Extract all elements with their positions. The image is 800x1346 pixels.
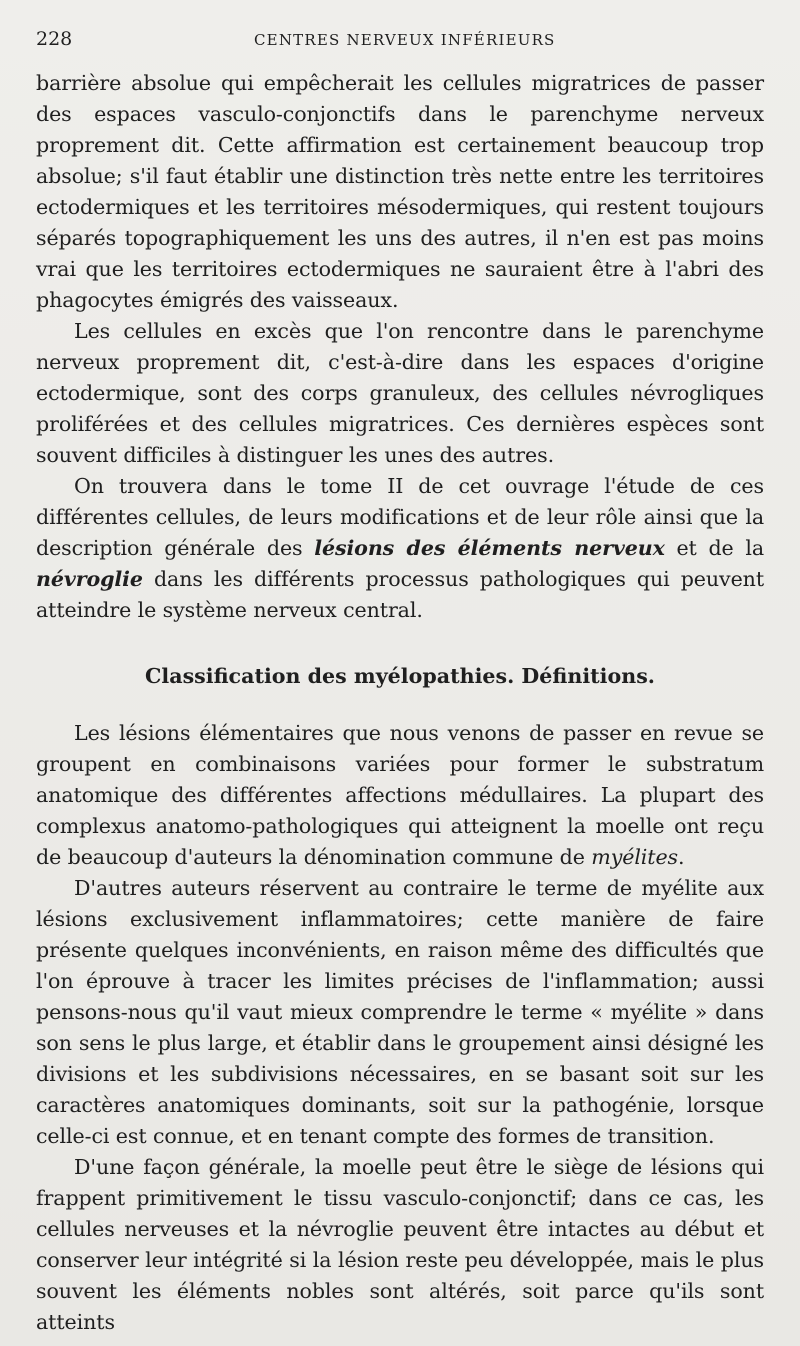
text: Les lésions élémentaires que nous venons de passer en revue se groupent en combinaisons variées pour former le substratum anatomique des différentes affections médullaires. La plupart des complexus anatomo-pathologiques qui atteignent la moelle ont reçu de beaucoup d'auteurs la dénomination commune de [36, 721, 764, 869]
emphasis-lesions: lésions des éléments nerveux [314, 536, 665, 560]
paragraph-cellules: Les cellules en excès que l'on rencontre dans le parenchyme nerveux proprement dit, c'est-à-dire dans les espaces d'origine ectodermique, sont des corps granuleux, des cellules névrogliques proliférées et des cellules migratrices. Ces dernières espèces sont souvent difficiles à distinguer les unes des autres. [36, 319, 764, 467]
running-head: CENTRES NERVEUX INFÉRIEURS [254, 31, 556, 49]
text: On trouvera dans le tome II de cet ouvrage l'étude de ces différentes cellules, de leurs modifications et de leur rôle ainsi que la description générale des [36, 474, 764, 560]
text: . [678, 845, 685, 869]
text: dans les différents processus pathologiques qui peuvent atteindre le système nerveux central. [36, 567, 764, 622]
paragraph-continuation: barrière absolue qui empêcherait les cellules migratrices de passer des espaces vasculo-conjonctifs dans le parenchyme nerveux proprement dit. Cette affirmation est certainement beaucoup trop absolue; s'il faut établir une distinction très nette entre les territoires ectodermiques et les territoires mésodermiques, qui restent toujours séparés topographiquement les uns des autres, il n'en est pas moins vrai que les territoires ectodermiques ne sauraient être à l'abri des phagocytes émigrés des vaisseaux. [36, 71, 764, 312]
emphasis-myelites: myélites [591, 845, 679, 869]
text: et de la [664, 536, 765, 560]
paragraph-autres-auteurs: D'autres auteurs réservent au contraire le terme de myélite aux lésions exclusivement inflammatoires; cette manière de faire présente quelques inconvénients, en raison même des difficultés que l'on éprouve à tracer les limites précises de l'inflammation; aussi pensons-nous qu'il vaut mieux comprendre le terme « myélite » dans son sens le plus large, et établir dans le groupement ainsi désigné les divisions et les subdivisions nécessaires, en se basant soit sur les caractères anatomiques dominants, soit sur la pathogénie, lorsque celle-ci est connue, et en tenant compte des formes de transition. [36, 876, 764, 1148]
page-number: 228 [36, 28, 73, 50]
paragraph-facon-generale: D'une façon générale, la moelle peut être le siège de lésions qui frappent primitivement le tissu vasculo-conjonctif; dans ce cas, les cellules nerveuses et la névroglie peuvent être intactes au début et conserver leur intégrité si la lésion reste peu développée, mais le plus souvent les éléments nobles sont altérés, soit parce qu'ils sont atteints [36, 1155, 764, 1334]
paragraph-tome-ii [36, 471, 764, 626]
section-title: Classification des myélopathies. Définitions. [145, 664, 655, 688]
paragraph-lesions-elementaires [36, 718, 764, 873]
emphasis-nevroglie: névroglie [36, 567, 143, 591]
page-body [36, 68, 764, 1338]
page-header [36, 28, 764, 58]
